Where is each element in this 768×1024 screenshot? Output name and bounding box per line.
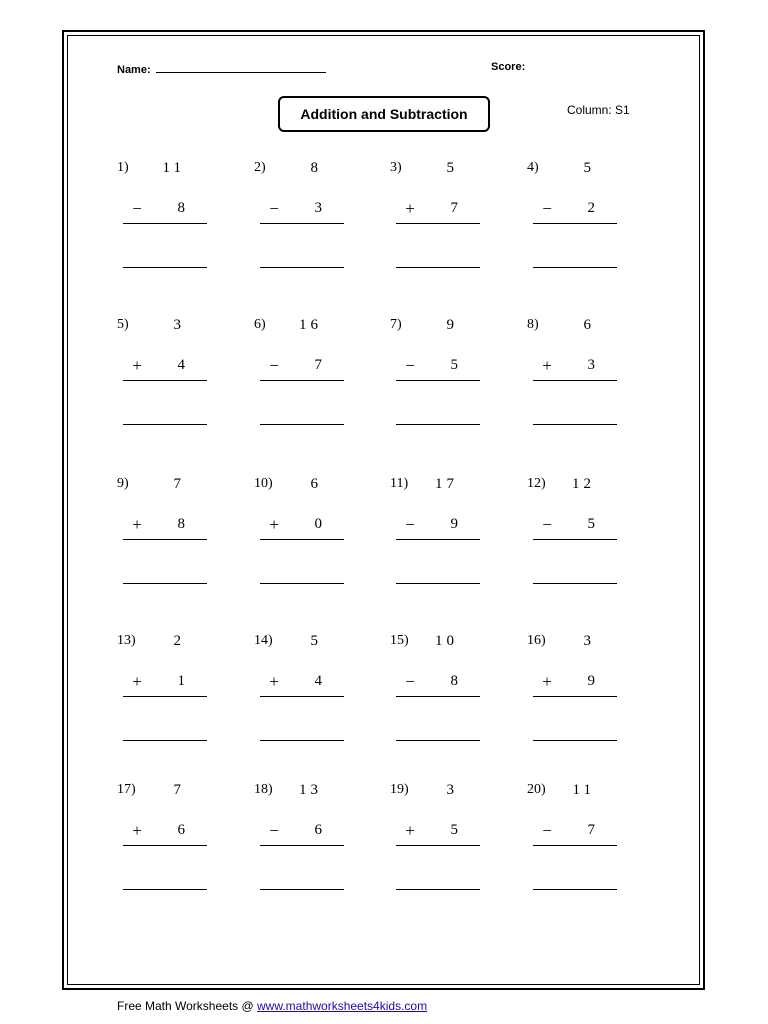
problem-top-operand: 11 [572, 782, 595, 798]
problem-item [254, 476, 364, 596]
problem-item [254, 160, 364, 280]
footer-prefix: Free Math Worksheets @ [117, 999, 258, 1013]
problem-number: 15) [390, 633, 409, 648]
problem-top-operand: 6 [583, 317, 595, 333]
problem-sum-line [396, 845, 480, 846]
problem-sum-line [533, 223, 617, 224]
problem-bottom-operand: 8 [177, 200, 185, 216]
name-blank-line [156, 61, 326, 73]
name-label: Name: [117, 64, 151, 76]
problem-bottom-operand: 0 [314, 516, 322, 532]
problem-answer-line [123, 424, 207, 425]
footer-link[interactable]: www.mathworksheets4kids.com [257, 999, 428, 1013]
problem-item [390, 476, 500, 596]
problem-bottom-operand: 4 [314, 673, 322, 689]
problem-number: 18) [254, 782, 273, 797]
score-label: Score: [491, 61, 526, 73]
problem-operator: + [132, 515, 142, 534]
problem-sum-line [260, 380, 344, 381]
problem-bottom-operand: 9 [450, 516, 458, 532]
problem-number: 9) [117, 476, 129, 491]
problem-bottom-operand: 4 [177, 357, 185, 373]
problem-bottom-operand: 1 [177, 673, 185, 689]
problem-number: 12) [527, 476, 546, 491]
problem-number: 10) [254, 476, 273, 491]
problem-operator: + [542, 356, 552, 375]
problem-item [390, 160, 500, 280]
problem-number: 4) [527, 160, 539, 175]
problem-item [390, 633, 500, 753]
problem-sum-line [533, 845, 617, 846]
problem-number: 3) [390, 160, 402, 175]
problem-operator: − [405, 672, 415, 691]
problem-number: 8) [527, 317, 539, 332]
problem-number: 19) [390, 782, 409, 797]
problem-item [254, 317, 364, 437]
problem-top-operand: 3 [583, 633, 595, 649]
problem-answer-line [533, 740, 617, 741]
problem-operator: − [269, 356, 279, 375]
problem-item [527, 633, 637, 753]
problem-sum-line [260, 845, 344, 846]
problem-item [527, 317, 637, 437]
problem-number: 16) [527, 633, 546, 648]
problem-bottom-operand: 3 [314, 200, 322, 216]
problem-answer-line [396, 424, 480, 425]
problem-number: 5) [117, 317, 129, 332]
problem-operator: + [132, 821, 142, 840]
problem-answer-line [260, 583, 344, 584]
problem-bottom-operand: 5 [450, 822, 458, 838]
problem-bottom-operand: 9 [587, 673, 595, 689]
problem-top-operand: 10 [435, 633, 458, 649]
problem-item [254, 633, 364, 753]
problem-answer-line [260, 424, 344, 425]
problem-answer-line [533, 583, 617, 584]
problem-operator: + [269, 515, 279, 534]
problem-answer-line [396, 583, 480, 584]
problem-answer-line [533, 267, 617, 268]
problem-operator: + [405, 199, 415, 218]
problem-answer-line [260, 740, 344, 741]
problem-item [117, 633, 227, 753]
problem-bottom-operand: 6 [314, 822, 322, 838]
problem-operator: − [269, 199, 279, 218]
problem-number: 13) [117, 633, 136, 648]
problem-bottom-operand: 5 [450, 357, 458, 373]
problem-item [390, 782, 500, 902]
problem-sum-line [396, 380, 480, 381]
problem-sum-line [533, 539, 617, 540]
problem-top-operand: 13 [299, 782, 322, 798]
problem-answer-line [260, 889, 344, 890]
problem-item [117, 476, 227, 596]
problem-answer-line [123, 583, 207, 584]
problem-operator: − [542, 821, 552, 840]
problem-top-operand: 5 [310, 633, 322, 649]
problem-top-operand: 6 [310, 476, 322, 492]
problem-sum-line [123, 539, 207, 540]
problem-top-operand: 3 [173, 317, 185, 333]
problem-sum-line [260, 223, 344, 224]
problem-answer-line [123, 889, 207, 890]
problem-answer-line [123, 740, 207, 741]
problem-operator: + [405, 821, 415, 840]
problem-top-operand: 12 [572, 476, 595, 492]
problem-operator: + [269, 672, 279, 691]
column-label: Column: S1 [567, 103, 630, 117]
problem-number: 11) [390, 476, 409, 491]
problem-operator: + [132, 672, 142, 691]
problem-item [390, 317, 500, 437]
problem-top-operand: 2 [173, 633, 185, 649]
problem-top-operand: 17 [435, 476, 458, 492]
problem-number: 6) [254, 317, 266, 332]
problem-answer-line [123, 267, 207, 268]
worksheet-title [278, 96, 490, 132]
problem-number: 20) [527, 782, 546, 797]
problem-answer-line [533, 424, 617, 425]
problem-sum-line [260, 539, 344, 540]
problem-top-operand: 5 [446, 160, 458, 176]
problem-number: 2) [254, 160, 266, 175]
problem-sum-line [396, 223, 480, 224]
problem-number: 14) [254, 633, 273, 648]
problem-operator: − [542, 515, 552, 534]
problem-bottom-operand: 7 [450, 200, 458, 216]
problem-sum-line [260, 696, 344, 697]
problem-number: 17) [117, 782, 136, 797]
problem-bottom-operand: 2 [587, 200, 595, 216]
footer [117, 999, 427, 1013]
problem-operator: + [542, 672, 552, 691]
problem-operator: − [269, 821, 279, 840]
problem-answer-line [260, 267, 344, 268]
problem-bottom-operand: 8 [450, 673, 458, 689]
problem-operator: + [132, 356, 142, 375]
problem-bottom-operand: 3 [587, 357, 595, 373]
problem-item [117, 317, 227, 437]
problem-item [527, 160, 637, 280]
problem-answer-line [533, 889, 617, 890]
problem-number: 7) [390, 317, 402, 332]
problem-top-operand: 5 [583, 160, 595, 176]
problem-sum-line [123, 696, 207, 697]
problem-answer-line [396, 267, 480, 268]
problem-operator: − [132, 199, 142, 218]
problem-top-operand: 8 [310, 160, 322, 176]
problem-top-operand: 7 [173, 476, 185, 492]
problem-top-operand: 9 [446, 317, 458, 333]
problem-item [117, 782, 227, 902]
problem-top-operand: 11 [162, 160, 185, 176]
problem-number: 1) [117, 160, 129, 175]
problem-sum-line [123, 223, 207, 224]
problem-bottom-operand: 7 [314, 357, 322, 373]
problem-item [254, 782, 364, 902]
problem-sum-line [533, 696, 617, 697]
problem-answer-line [396, 889, 480, 890]
worksheet-title-text: Addition and Subtraction [300, 106, 468, 122]
problem-sum-line [396, 696, 480, 697]
problem-top-operand: 3 [446, 782, 458, 798]
problem-top-operand: 16 [299, 317, 322, 333]
problem-bottom-operand: 7 [587, 822, 595, 838]
problem-bottom-operand: 5 [587, 516, 595, 532]
problem-operator: − [405, 515, 415, 534]
problem-item [527, 782, 637, 902]
name-field [117, 61, 326, 76]
problem-operator: − [542, 199, 552, 218]
problem-sum-line [533, 380, 617, 381]
problem-bottom-operand: 6 [177, 822, 185, 838]
problem-sum-line [396, 539, 480, 540]
problem-sum-line [123, 380, 207, 381]
problem-item [527, 476, 637, 596]
problem-bottom-operand: 8 [177, 516, 185, 532]
problem-top-operand: 7 [173, 782, 185, 798]
problem-answer-line [396, 740, 480, 741]
problem-sum-line [123, 845, 207, 846]
problem-item [117, 160, 227, 280]
problem-operator: − [405, 356, 415, 375]
